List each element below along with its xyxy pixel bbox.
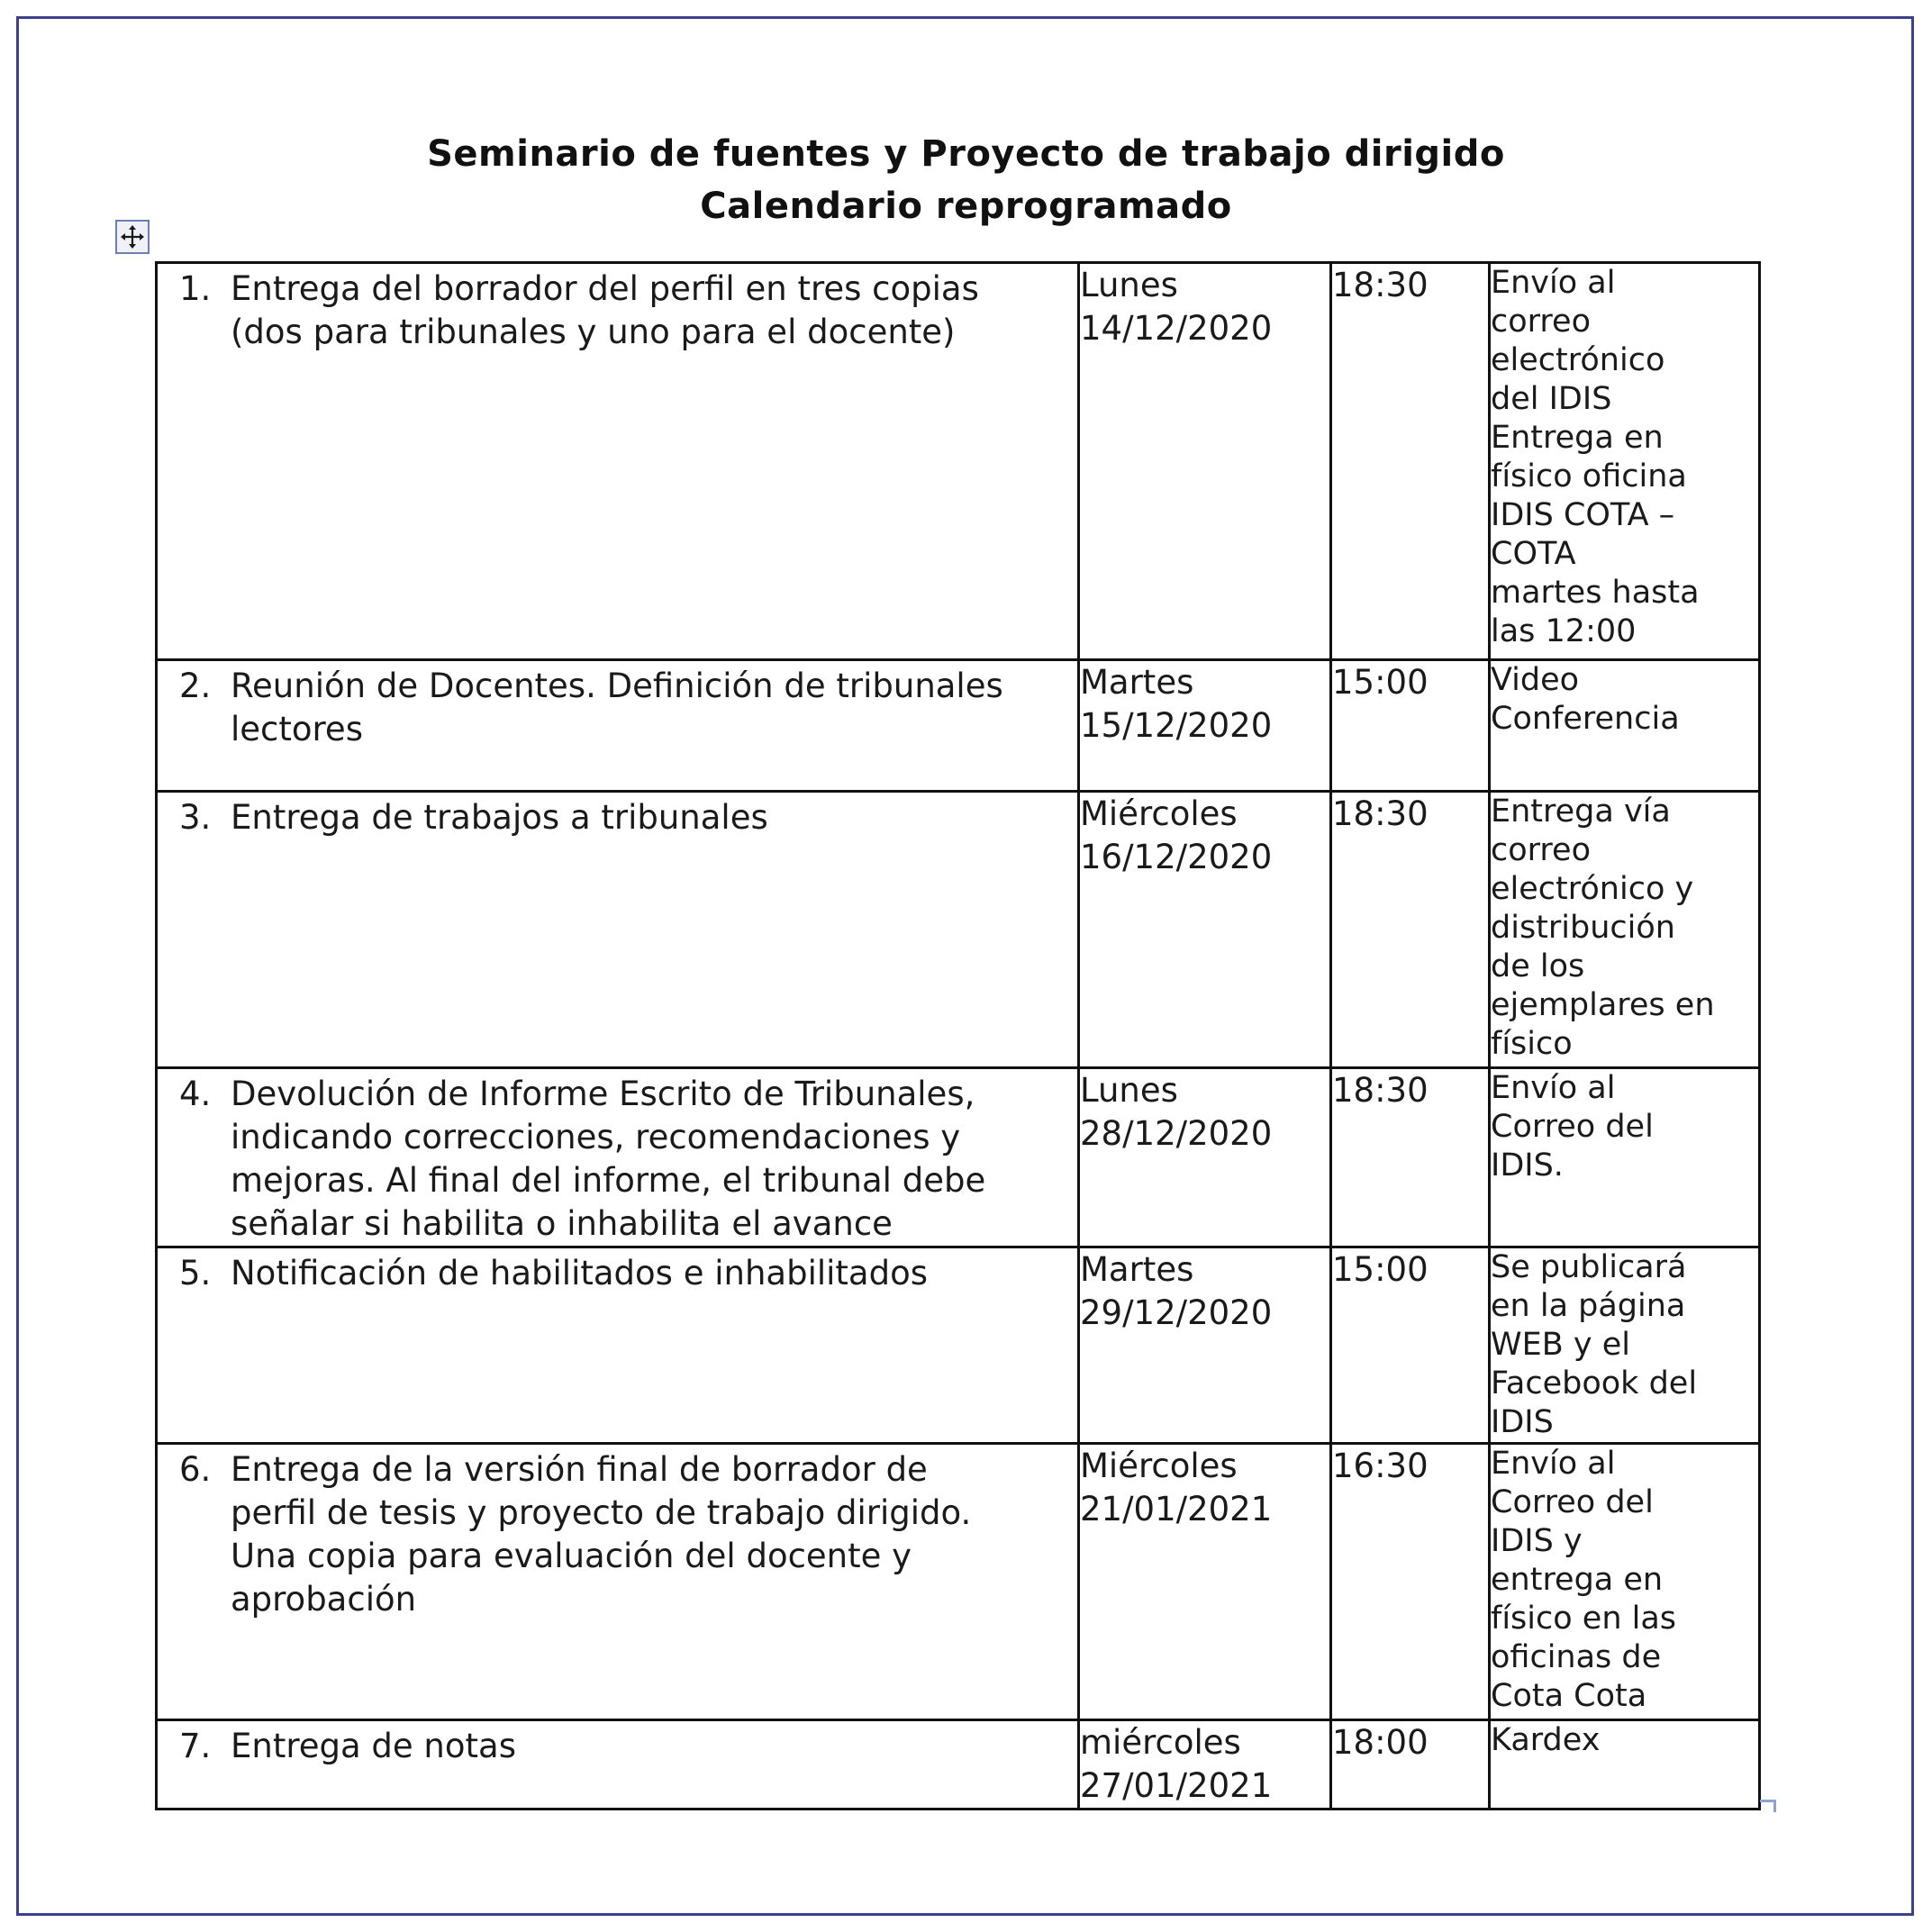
text-line: Conferencia [1491, 701, 1680, 737]
activity-text [231, 796, 1066, 839]
text-line: de los [1491, 948, 1585, 984]
date-value: 16/12/2020 [1080, 838, 1273, 876]
time-cell: 15:00 [1331, 660, 1490, 792]
text-line: COTA [1491, 536, 1576, 572]
time-cell: 18:30 [1331, 1068, 1490, 1247]
text-line: ejemplares en [1491, 987, 1715, 1023]
text-line: martes hasta [1491, 575, 1700, 611]
text-line: electrónico [1491, 342, 1665, 378]
text-line: Entrega vía [1491, 794, 1671, 830]
text-line: físico en las [1491, 1601, 1677, 1637]
text-line: IDIS. [1491, 1147, 1564, 1184]
text-line: Notificación de habilitados e inhabilitados [231, 1254, 928, 1293]
date-value: 21/01/2021 [1080, 1490, 1273, 1528]
activity-number: 1. [179, 269, 212, 308]
table-row [157, 1068, 1760, 1247]
document-subtitle: Calendario reprogramado [700, 186, 1232, 227]
table-row [157, 1247, 1760, 1444]
text-line: Envío al [1491, 1070, 1616, 1106]
date-value: 27/01/2021 [1080, 1766, 1273, 1805]
time-cell: 18:00 [1331, 1720, 1490, 1810]
text-line: lectores [231, 710, 363, 748]
text-line: Entrega en [1491, 420, 1664, 456]
time-cell: 18:30 [1331, 263, 1490, 660]
text-line: Envío al [1491, 265, 1616, 301]
text-line: Envío al [1491, 1446, 1616, 1482]
date-cell [1079, 1720, 1331, 1810]
activity-text [231, 1448, 1066, 1621]
text-line: Cota Cota [1491, 1678, 1647, 1714]
time-cell: 18:30 [1331, 792, 1490, 1068]
date-value: 14/12/2020 [1080, 309, 1273, 348]
time-cell: 16:30 [1331, 1444, 1490, 1720]
activity-number: 4. [179, 1075, 212, 1113]
table-row [157, 1444, 1760, 1720]
text-line: Correo del [1491, 1109, 1654, 1145]
text-line: Reunión de Docentes. Definición de tribunales [231, 667, 1003, 705]
table-resize-handle-icon[interactable] [1760, 1800, 1776, 1812]
table-row [157, 660, 1760, 792]
notes-cell [1490, 263, 1760, 660]
text-line: entrega en [1491, 1562, 1664, 1598]
activity-number: 3. [179, 798, 212, 837]
notes-cell [1490, 1247, 1760, 1444]
date-cell [1079, 1444, 1331, 1720]
text-line: aprobación [231, 1580, 417, 1619]
text-line: Entrega de trabajos a tribunales [231, 798, 768, 837]
notes-cell [1490, 792, 1760, 1068]
text-line: Kardex [1491, 1722, 1601, 1758]
text-line: correo [1491, 304, 1591, 340]
text-line: mejoras. Al final del informe, el tribunal debe [231, 1161, 986, 1200]
activity-cell [157, 1068, 1079, 1247]
text-line: Facebook del [1491, 1365, 1698, 1401]
text-line: perfil de tesis y proyecto de trabajo dirigido. [231, 1493, 972, 1532]
activity-text [231, 1725, 1066, 1768]
activity-number: 7. [179, 1727, 212, 1765]
text-line: WEB y el [1491, 1327, 1630, 1363]
activity-text [231, 1073, 1066, 1246]
date-cell [1079, 660, 1331, 792]
activity-number: 2. [179, 667, 212, 705]
weekday: Miércoles [1080, 1447, 1238, 1485]
table-row [157, 1720, 1760, 1810]
text-line: señalar si habilita o inhabilita el avance [231, 1204, 893, 1243]
text-line: del IDIS [1491, 381, 1612, 417]
activity-text [231, 1252, 1066, 1295]
weekday: Lunes [1080, 266, 1178, 304]
text-line: IDIS y [1491, 1523, 1583, 1559]
activity-text [231, 665, 1066, 751]
activity-number: 6. [179, 1450, 212, 1489]
activity-cell [157, 263, 1079, 660]
weekday: Miércoles [1080, 794, 1238, 833]
notes-cell [1490, 1444, 1760, 1720]
text-line: físico oficina [1491, 458, 1687, 494]
activity-cell [157, 792, 1079, 1068]
table-row [157, 263, 1760, 660]
time-cell: 15:00 [1331, 1247, 1490, 1444]
weekday: Lunes [1080, 1071, 1178, 1110]
text-line: Devolución de Informe Escrito de Tribunales, [231, 1075, 975, 1113]
text-line: las 12:00 [1491, 613, 1637, 649]
text-line: Entrega de la versión final de borrador de [231, 1450, 928, 1489]
text-line: electrónico y [1491, 871, 1694, 907]
text-line: IDIS [1491, 1404, 1554, 1440]
date-cell [1079, 1247, 1331, 1444]
weekday: Martes [1080, 663, 1194, 702]
text-line: Una copia para evaluación del docente y [231, 1537, 912, 1575]
notes-cell [1490, 660, 1760, 792]
activity-text [231, 268, 1066, 354]
text-line: Entrega de notas [231, 1727, 516, 1765]
date-value: 28/12/2020 [1080, 1114, 1273, 1153]
text-line: Se publicará [1491, 1249, 1687, 1285]
date-cell [1079, 263, 1331, 660]
text-line: IDIS COTA – [1491, 497, 1675, 533]
weekday: miércoles [1080, 1723, 1241, 1762]
table-move-handle-icon[interactable] [115, 220, 150, 254]
text-line: correo [1491, 832, 1591, 868]
activity-number: 5. [179, 1254, 212, 1293]
text-line: oficinas de [1491, 1639, 1662, 1675]
activity-cell [157, 660, 1079, 792]
text-line: Entrega del borrador del perfil en tres copias [231, 269, 979, 308]
schedule-table [155, 261, 1761, 1810]
text-line: Correo del [1491, 1484, 1654, 1520]
date-value: 29/12/2020 [1080, 1293, 1273, 1332]
date-cell [1079, 792, 1331, 1068]
activity-cell [157, 1444, 1079, 1720]
notes-cell [1490, 1720, 1760, 1810]
activity-cell [157, 1720, 1079, 1810]
notes-cell [1490, 1068, 1760, 1247]
document-title: Seminario de fuentes y Proyecto de trabajo dirigido [427, 133, 1505, 175]
text-line: distribución [1491, 910, 1675, 946]
text-line: físico [1491, 1026, 1573, 1062]
text-line: Video [1491, 662, 1580, 698]
text-line: (dos para tribunales y uno para el docente) [231, 313, 956, 351]
activity-cell [157, 1247, 1079, 1444]
weekday: Martes [1080, 1250, 1194, 1289]
date-cell [1079, 1068, 1331, 1247]
date-value: 15/12/2020 [1080, 706, 1273, 745]
table-row [157, 792, 1760, 1068]
text-line: en la página [1491, 1288, 1686, 1324]
text-line: indicando correcciones, recomendaciones y [231, 1118, 961, 1156]
